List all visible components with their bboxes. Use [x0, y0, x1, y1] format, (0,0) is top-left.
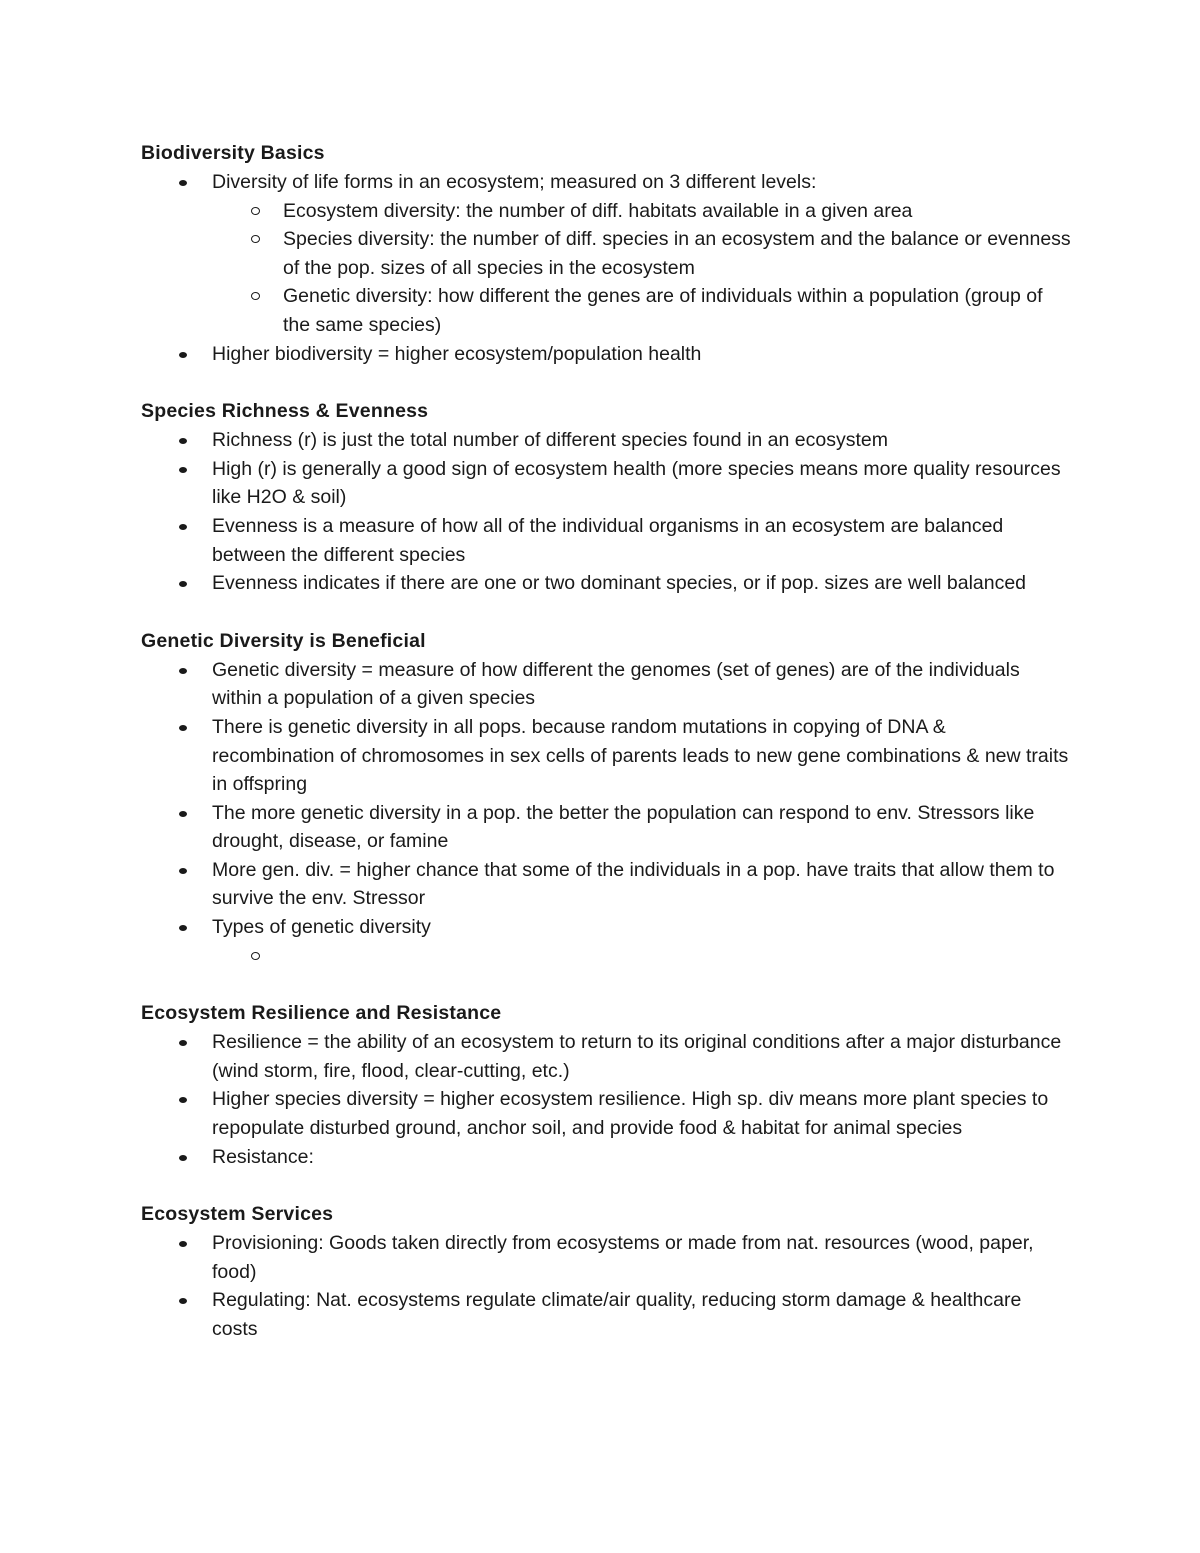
list-item	[141, 913, 1071, 942]
list-item	[141, 1028, 1071, 1085]
list-item-text: There is genetic diversity in all pops. because random mutations in copying of DNA & recombination of chromosomes in sex cells of parents leads to new gene combinations & new traits in offspring	[212, 715, 1069, 796]
bullet-icon	[179, 925, 187, 931]
list-item-text: Provisioning: Goods taken directly from ecosystems or made from nat. resources (wood, paper, food)	[212, 1232, 1034, 1283]
bullet-icon	[179, 581, 187, 587]
sub-list-item	[141, 282, 1071, 339]
list-item	[141, 1229, 1071, 1286]
list-item-text: Regulating: Nat. ecosystems regulate climate/air quality, reducing storm damage & healthcare costs	[212, 1289, 1022, 1340]
list-item-text: Resilience = the ability of an ecosystem to return to its original conditions after a major disturbance (wind storm, fire, flood, clear-cutting, etc.)	[212, 1031, 1062, 1082]
bullet-list	[141, 426, 1071, 598]
list-item	[141, 856, 1071, 913]
list-item	[141, 1085, 1071, 1142]
bullet-icon	[179, 725, 187, 731]
sub-list-item-text: Genetic diversity: how different the genes are of individuals within a population (group of the same species)	[283, 285, 1043, 336]
bullet-icon	[179, 1298, 187, 1304]
sub-list-item-text: Species diversity: the number of diff. species in an ecosystem and the balance or evenness of the pop. sizes of all species in the ecosystem	[283, 228, 1071, 279]
section-heading: Species Richness & Evenness	[141, 400, 429, 423]
bullet-list	[141, 1229, 1071, 1343]
list-item	[141, 799, 1071, 856]
section-heading: Genetic Diversity is Beneficial	[141, 629, 426, 652]
list-item-text: Evenness is a measure of how all of the individual organisms in an ecosystem are balanced between the different species	[212, 514, 1004, 566]
section-ecosystem-services	[141, 1199, 1071, 1343]
document-page	[141, 138, 1071, 1372]
list-item-text: Diversity of life forms in an ecosystem; measured on 3 different levels:	[212, 171, 817, 193]
section-species-richness	[141, 396, 1071, 598]
bullet-list	[141, 1028, 1071, 1171]
list-item-text: Resistance:	[212, 1145, 314, 1168]
circle-bullet-icon	[251, 292, 260, 300]
bullet-icon	[179, 467, 187, 473]
bullet-icon	[179, 352, 187, 358]
sub-bullet-list	[141, 197, 1071, 340]
circle-bullet-icon	[251, 207, 260, 215]
section-resilience-resistance	[141, 998, 1071, 1171]
sub-list-item	[141, 197, 1071, 226]
list-item	[141, 426, 1071, 455]
bullet-list	[141, 168, 1071, 197]
section-heading: Ecosystem Services	[141, 1203, 334, 1226]
bullet-icon	[179, 1241, 187, 1247]
bullet-icon	[179, 438, 187, 444]
list-item	[141, 512, 1071, 569]
list-item	[141, 569, 1071, 598]
list-item-text: High (r) is generally a good sign of ecosystem health (more species means more quality resources like H2O & soil)	[212, 457, 1061, 509]
list-item	[141, 1286, 1071, 1343]
bullet-icon	[179, 811, 187, 817]
sub-list-item	[141, 942, 1071, 971]
list-item-text: Evenness indicates if there are one or two dominant species, or if pop. sizes are well balanced	[212, 572, 1027, 595]
list-item-text: Higher species diversity = higher ecosystem resilience. High sp. div means more plant species to repopulate disturbed ground, anchor soil, and provide food & habitat for animal species	[212, 1088, 1049, 1140]
bullet-list	[141, 340, 1071, 369]
section-biodiversity-basics	[141, 138, 1071, 368]
list-item	[141, 713, 1071, 799]
bullet-icon	[179, 524, 187, 530]
sub-list-item-text: Ecosystem diversity: the number of diff. habitats available in a given area	[283, 199, 913, 222]
list-item-text: The more genetic diversity in a pop. the better the population can respond to env. Stressors like drought, disease, or famine	[212, 801, 1035, 853]
list-item-text: Higher biodiversity = higher ecosystem/population health	[212, 342, 702, 365]
bullet-icon	[179, 1155, 187, 1161]
list-item	[141, 168, 1071, 197]
list-item	[141, 656, 1071, 713]
list-item-text: Genetic diversity = measure of how different the genomes (set of genes) are of the individuals within a population of a given species	[212, 658, 1020, 710]
list-item	[141, 340, 1071, 369]
bullet-icon	[179, 1097, 187, 1103]
section-genetic-diversity	[141, 626, 1071, 971]
list-item	[141, 455, 1071, 512]
sub-list-item	[141, 225, 1071, 282]
bullet-icon	[179, 180, 187, 186]
list-item	[141, 1143, 1071, 1172]
bullet-icon	[179, 1040, 187, 1046]
circle-bullet-icon	[251, 235, 260, 243]
list-item-text: Richness (r) is just the total number of different species found in an ecosystem	[212, 429, 888, 452]
bullet-list	[141, 656, 1071, 971]
section-heading: Biodiversity Basics	[141, 142, 325, 164]
bullet-icon	[179, 668, 187, 674]
section-heading: Ecosystem Resilience and Resistance	[141, 1002, 502, 1025]
list-item-text: Types of genetic diversity	[212, 916, 431, 939]
bullet-icon	[179, 868, 187, 874]
list-item-text: More gen. div. = higher chance that some of the individuals in a pop. have traits that allow them to survive the env. Stressor	[212, 858, 1055, 910]
circle-bullet-icon	[251, 952, 260, 960]
